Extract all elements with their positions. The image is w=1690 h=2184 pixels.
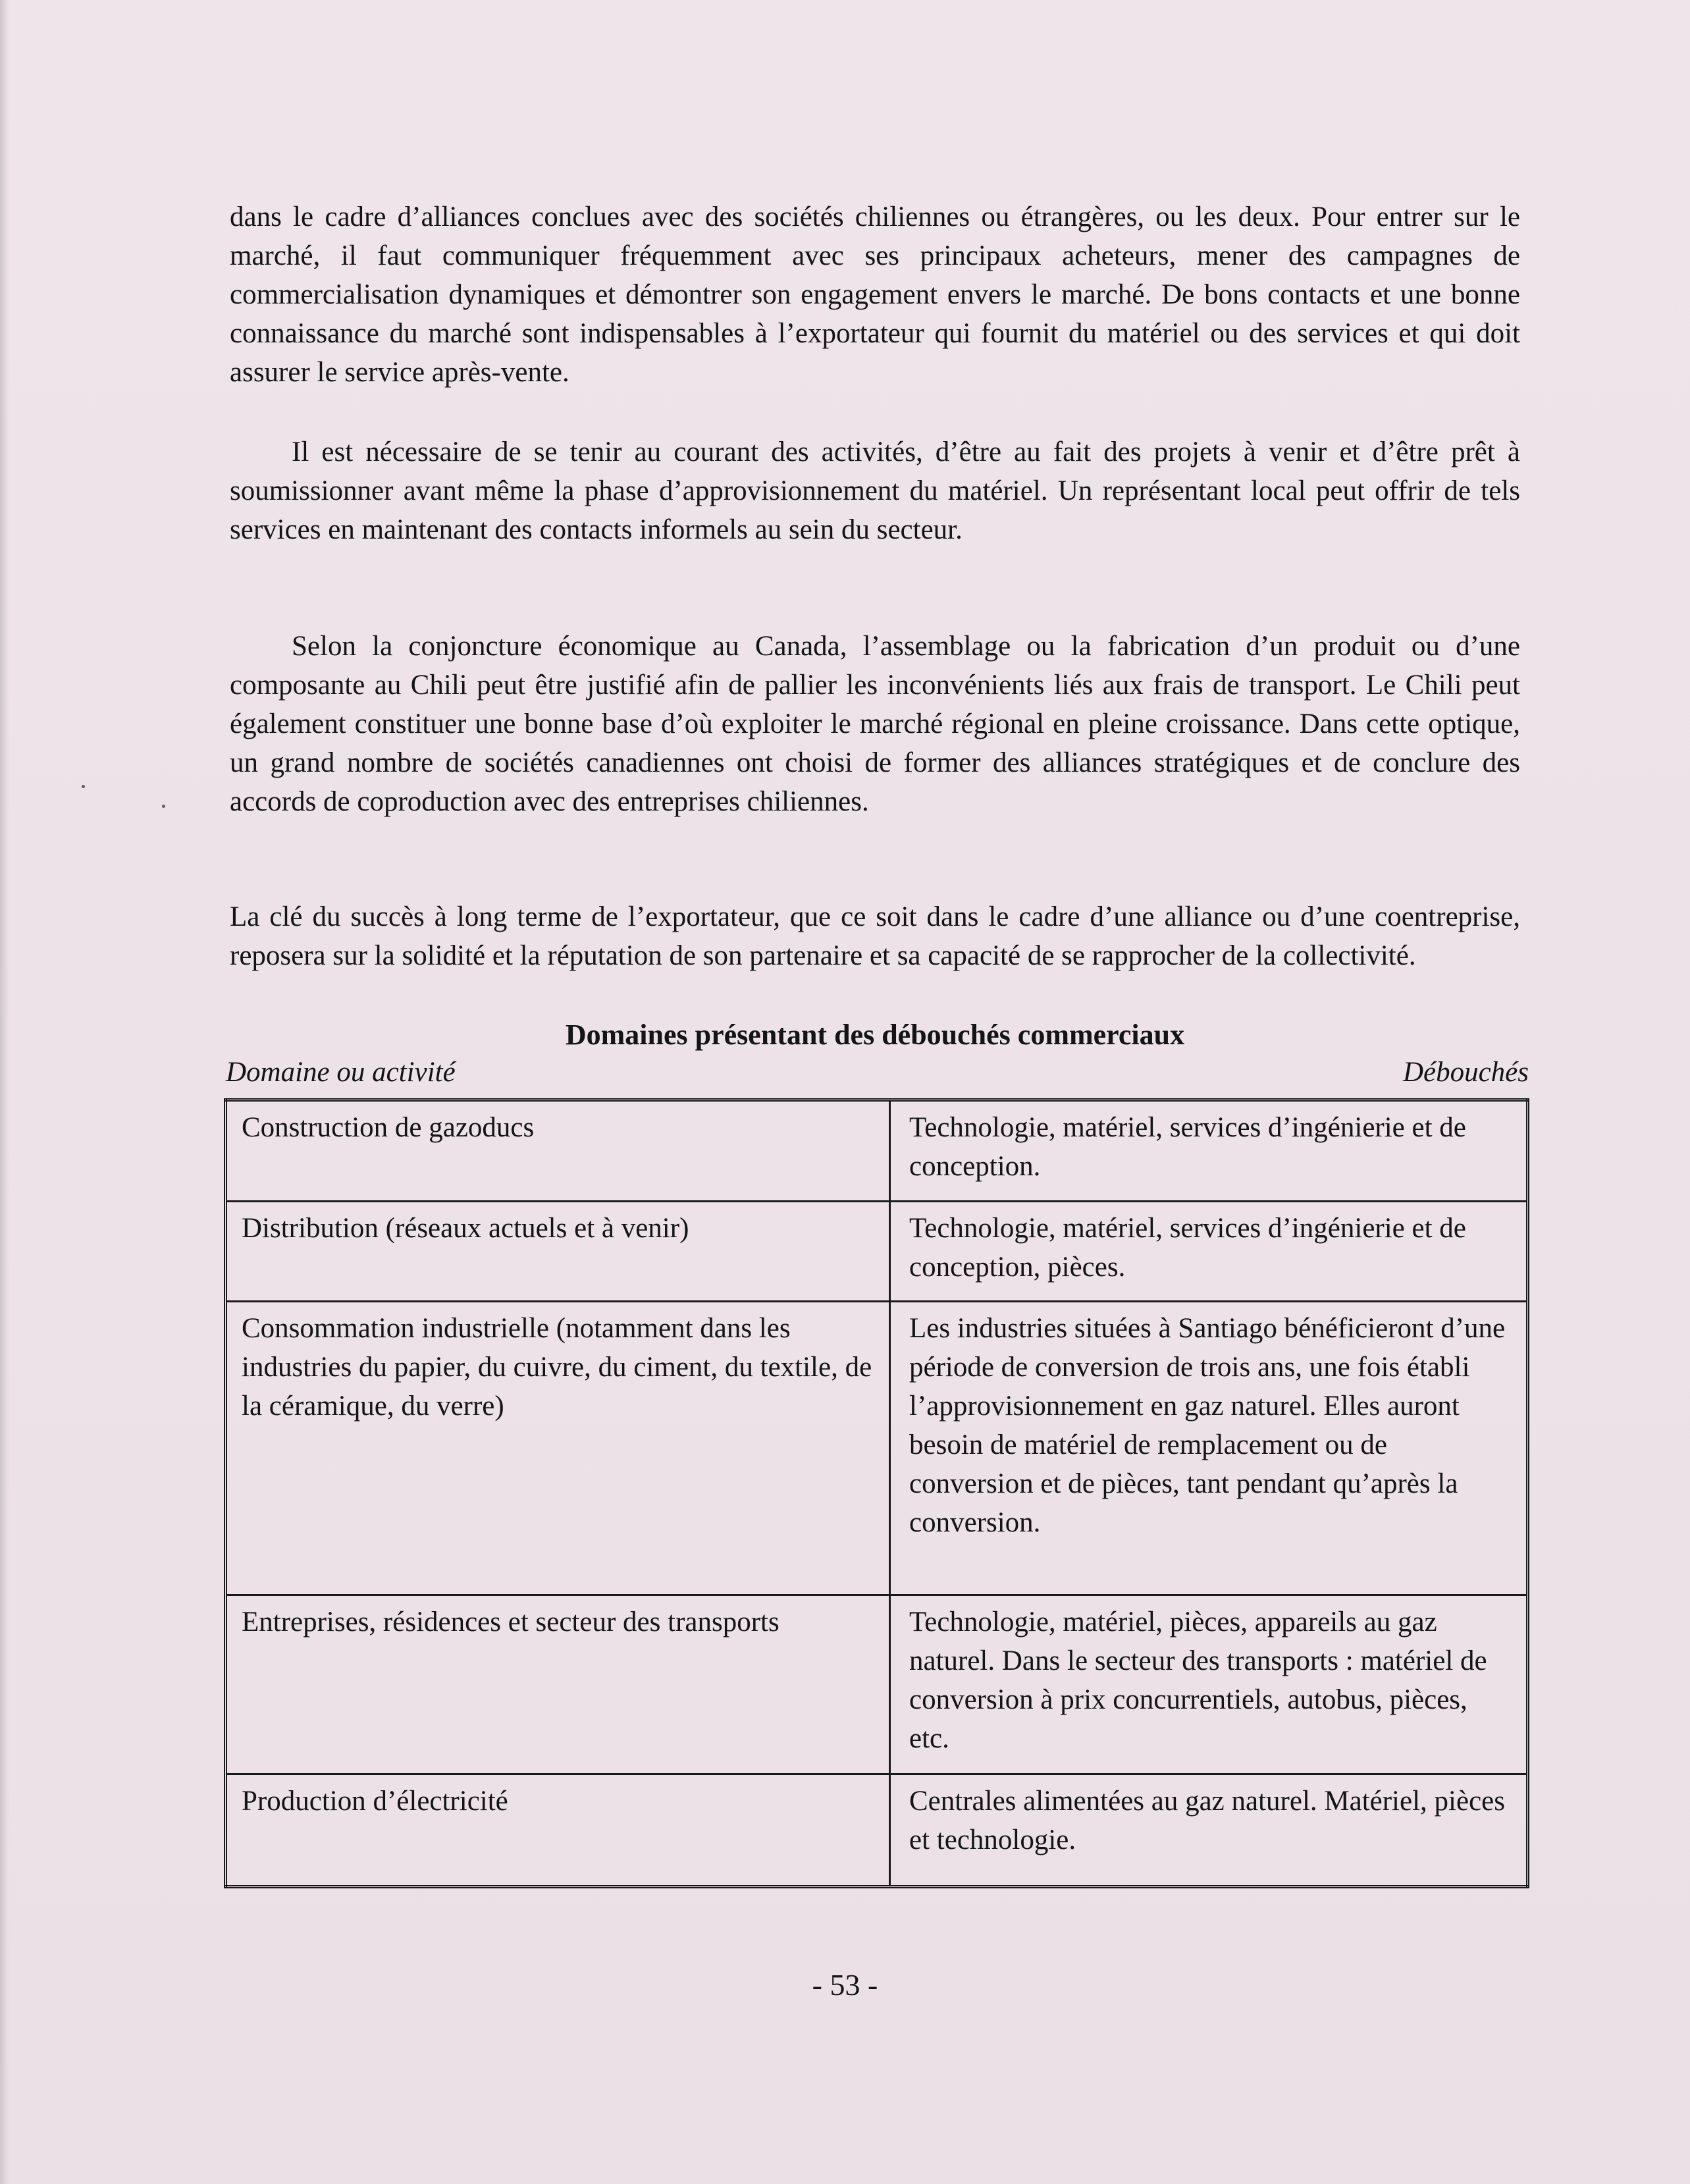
table-row (226, 1595, 1528, 1774)
paragraph-3: Selon la conjoncture économique au Canada, l’assemblage ou la fabrication d’un produit ou d’une composante au Chili peut être justifié afin de pallier les inconvénients liés aux frais de transport. Le Chili peut également constituer une bonne base d’où exploiter le marché régional en pleine croissance. Dans cette optique, un grand nombre de sociétés canadiennes ont choisi de former des alliances stratégiques et de conclure des accords de coproduction avec des entreprises chiliennes. (230, 631, 1520, 817)
scan-speck (82, 785, 85, 788)
scan-speck (162, 805, 165, 808)
column-label-domain: Domaine ou activité (226, 1057, 456, 1088)
opportunities-cell: Technologie, matériel, pièces, appareils au gaz naturel. Dans le secteur des transports : matériel de conversion à prix concurrentiels, autobus, pièces, etc. (890, 1595, 1528, 1774)
domain-cell: Entreprises, résidences et secteur des transports (226, 1595, 890, 1774)
opportunities-table (224, 1098, 1529, 1888)
opportunities-cell: Les industries situées à Santiago bénéficieront d’une période de conversion de trois ans, une fois établi l’approvisionnement en gaz naturel. Elles auront besoin de matériel de remplacement ou de conversion et de pièces, tant pendant qu’après la conversion. (890, 1302, 1528, 1595)
table-row (226, 1302, 1528, 1595)
paragraph-1: dans le cadre d’alliances conclues avec des sociétés chiliennes ou étrangères, ou les deux. Pour entrer sur le marché, il faut communiquer fréquemment avec ses principaux acheteurs, mener des campagnes de commercialisation dynamiques et démontrer son engagement envers le marché. De bons contacts et une bonne connaissance du marché sont indispensables à l’exportateur qui fournit du matériel ou des services et qui doit assurer le service après-vente. (230, 201, 1520, 388)
opportunities-cell: Technologie, matériel, services d’ingénierie et de conception, pièces. (890, 1202, 1528, 1302)
paragraph-4: La clé du succès à long terme de l’exportateur, que ce soit dans le cadre d’une alliance ou d’une coentreprise, reposera sur la solidité et la réputation de son partenaire et sa capacité de se rapprocher de la collectivité. (230, 901, 1520, 971)
domain-cell: Distribution (réseaux actuels et à venir) (226, 1202, 890, 1302)
page-number: - 53 - (812, 1968, 878, 2002)
opportunities-cell: Technologie, matériel, services d’ingénierie et de conception. (890, 1100, 1528, 1202)
domain-cell: Construction de gazoducs (226, 1100, 890, 1202)
domain-cell: Consommation industrielle (notamment dans les industries du papier, du cuivre, du ciment, du textile, de la céramique, du verre) (226, 1302, 890, 1595)
table-row (226, 1100, 1528, 1202)
opportunities-cell: Centrales alimentées au gaz naturel. Matériel, pièces et technologie. (890, 1774, 1528, 1887)
paragraph-2: Il est nécessaire de se tenir au courant des activités, d’être au fait des projets à venir et d’être prêt à soumissionner avant même la phase d’approvisionnement du matériel. Un représentant local peut offrir de tels services en maintenant des contacts informels au sein du secteur. (230, 437, 1520, 545)
domain-cell: Production d’électricité (226, 1774, 890, 1887)
table-row (226, 1774, 1528, 1887)
table-title: Domaines présentant des débouchés commerciaux (565, 1019, 1185, 1051)
scan-edge-shadow (0, 0, 9, 2184)
table-row (226, 1202, 1528, 1302)
column-label-opportunities: Débouchés (1402, 1057, 1529, 1088)
